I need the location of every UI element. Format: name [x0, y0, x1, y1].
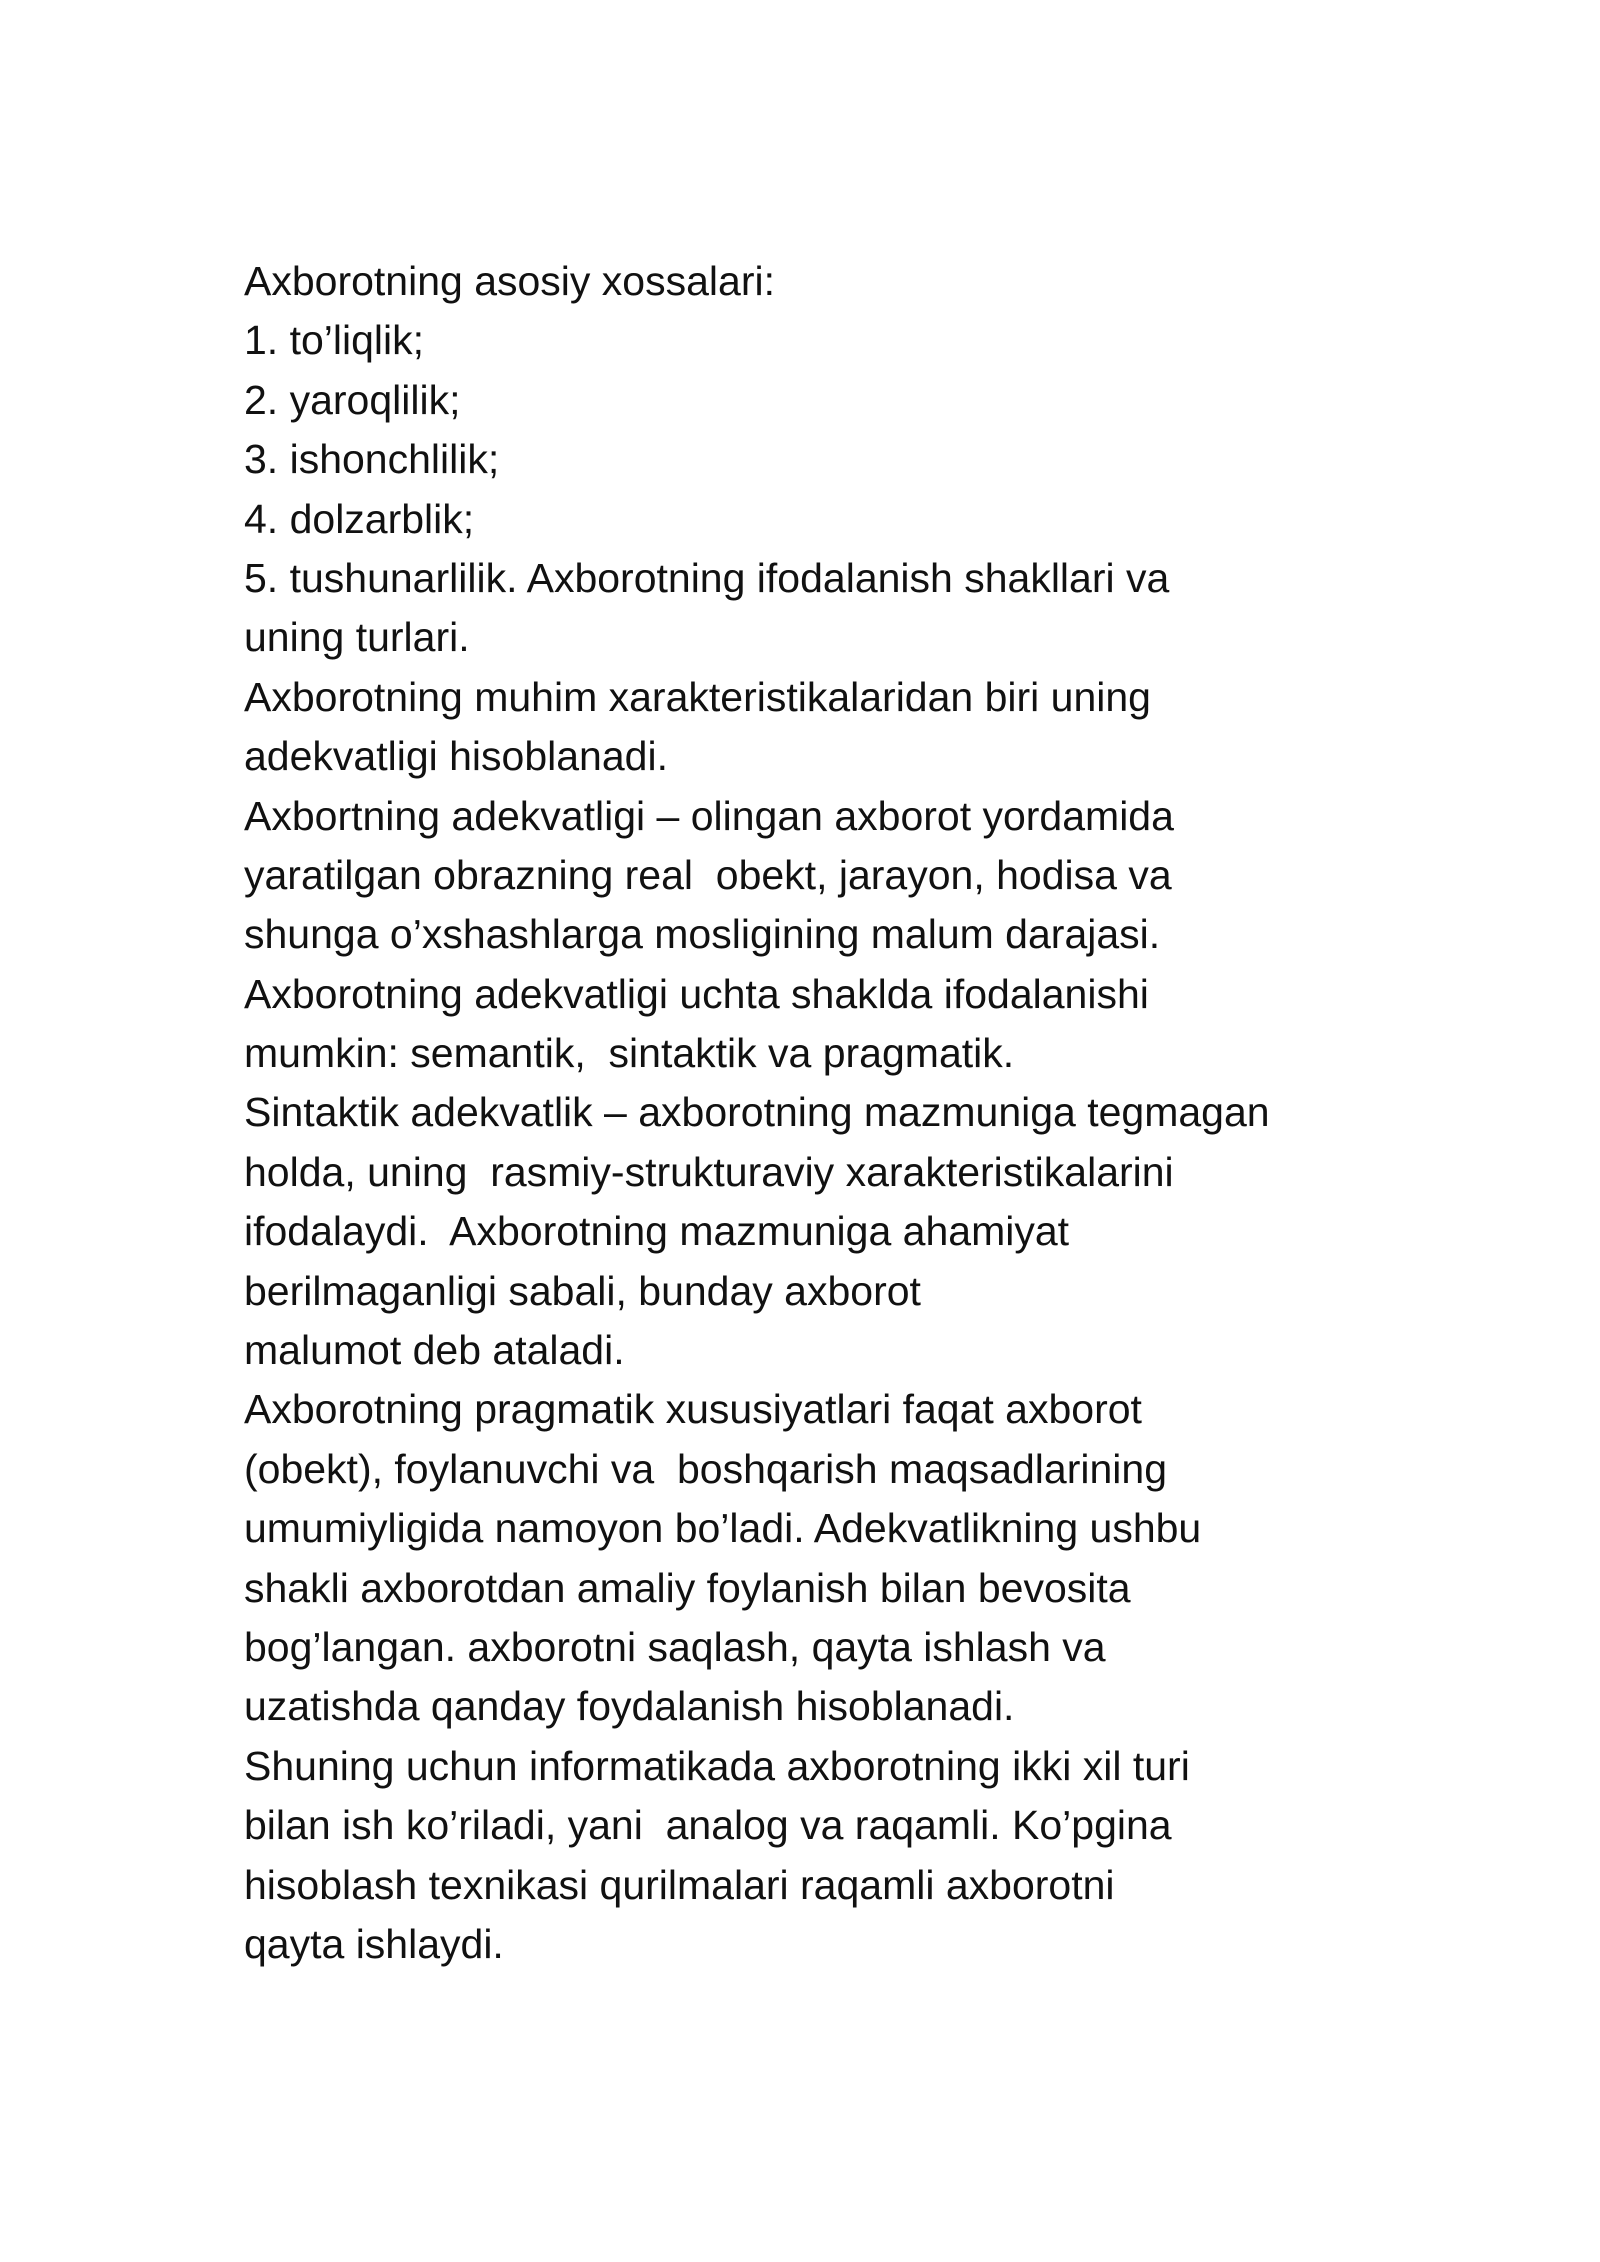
- text-line: Shuning uchun informatikada axborotning ikki xil turi: [244, 1742, 1190, 1789]
- text-line: umumiyligida namoyon bo’ladi. Adekvatlikning ushbu: [244, 1505, 1202, 1552]
- list-item: 4. dolzarblik;: [244, 495, 475, 542]
- text-line: Axborotning pragmatik xususiyatlari faqat axborot: [244, 1386, 1142, 1433]
- text-line: qayta ishlaydi.: [244, 1920, 504, 1967]
- list-item: 2. yaroqlilik;: [244, 376, 461, 423]
- text-line: hisoblash texnikasi qurilmalari raqamli axborotni: [244, 1861, 1115, 1908]
- list-item: 5. tushunarlilik. Axborotning ifodalanish shakllari va: [244, 554, 1170, 601]
- text-line: shunga o’xshashlarga mosligining malum darajasi.: [244, 911, 1161, 958]
- text-line: bilan ish ko’riladi, yani analog va raqamli. Ko’pgina: [244, 1802, 1172, 1849]
- text-line: Axborotning adekvatligi uchta shaklda ifodalanishi: [244, 970, 1149, 1017]
- text-line: (obekt), foylanuvchi va boshqarish maqsadlarining: [244, 1445, 1168, 1492]
- text-line: uzatishda qanday foydalanish hisoblanadi.: [244, 1683, 1015, 1730]
- text-line: shakli axborotdan amaliy foylanish bilan bevosita: [244, 1564, 1131, 1611]
- text-line: uning turlari.: [244, 614, 470, 661]
- text-line: adekvatligi hisoblanadi.: [244, 733, 668, 780]
- text-line: yaratilgan obrazning real obekt, jarayon, hodisa va: [244, 851, 1172, 898]
- text-line: berilmaganligi sabali, bunday axborot: [244, 1267, 921, 1314]
- document-heading: Axborotning asosiy xossalari:: [244, 258, 775, 304]
- list-item: 3. ishonchlilik;: [244, 436, 500, 483]
- list-item: 1. to’liqlik;: [244, 317, 425, 364]
- text-line: ifodalaydi. Axborotning mazmuniga ahamiyat: [244, 1208, 1070, 1255]
- text-line: malumot deb ataladi.: [244, 1327, 625, 1374]
- text-line: holda, uning rasmiy-strukturaviy xarakteristikalarini: [244, 1148, 1174, 1195]
- document-body: [244, 252, 1424, 1974]
- text-line: Axbortning adekvatligi – olingan axborot yordamida: [244, 792, 1174, 839]
- text-line: Axborotning muhim xarakteristikalaridan biri uning: [244, 673, 1151, 720]
- text-line: mumkin: semantik, sintaktik va pragmatik.: [244, 1030, 1015, 1077]
- text-line: Sintaktik adekvatlik – axborotning mazmuniga tegmagan: [244, 1089, 1270, 1136]
- text-line: bog’langan. axborotni saqlash, qayta ishlash va: [244, 1623, 1106, 1670]
